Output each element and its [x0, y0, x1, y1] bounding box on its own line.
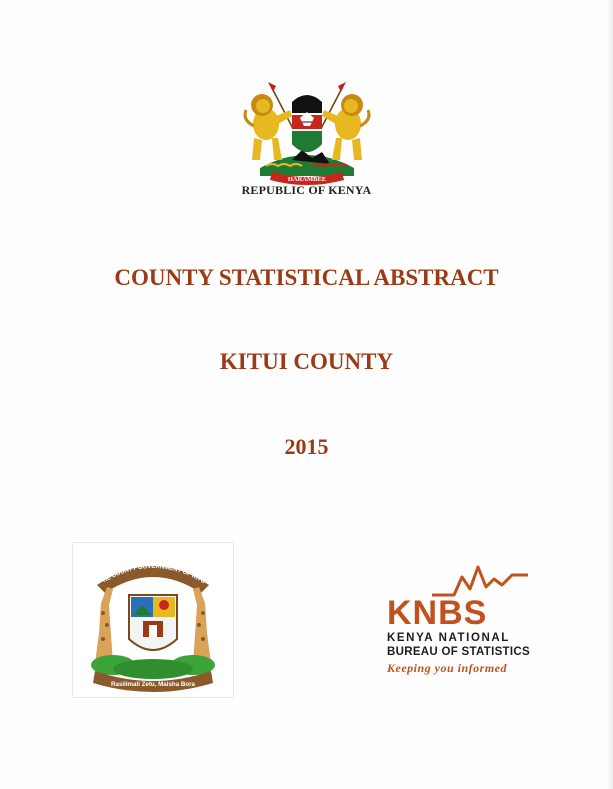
republic-of-kenya-label: REPUBLIC OF KENYA	[241, 183, 372, 197]
knbs-name-line2: BUREAU OF STATISTICS	[387, 646, 530, 658]
kitui-county-logo	[72, 542, 234, 698]
knbs-logo	[384, 565, 534, 685]
harambee-motto: HARAMBEE	[287, 176, 327, 183]
publication-year: 2015	[284, 434, 329, 459]
knbs-tagline: Keeping you informed	[387, 661, 507, 675]
knbs-acronym: KNBS	[387, 594, 488, 632]
county-logo-arc-text: HE COUNTY GOVERNMENT OF KITU	[101, 563, 206, 586]
kenya-coat-of-arms	[232, 80, 382, 188]
county-logo-motto: Rasilimali Zetu, Maisha Bora	[111, 681, 195, 688]
county-name: KITUI COUNTY	[219, 349, 394, 374]
knbs-name-line1: KENYA NATIONAL	[387, 632, 510, 644]
document-title: COUNTY STATISTICAL ABSTRACT	[114, 265, 499, 290]
page-edge-shadow	[607, 0, 613, 789]
